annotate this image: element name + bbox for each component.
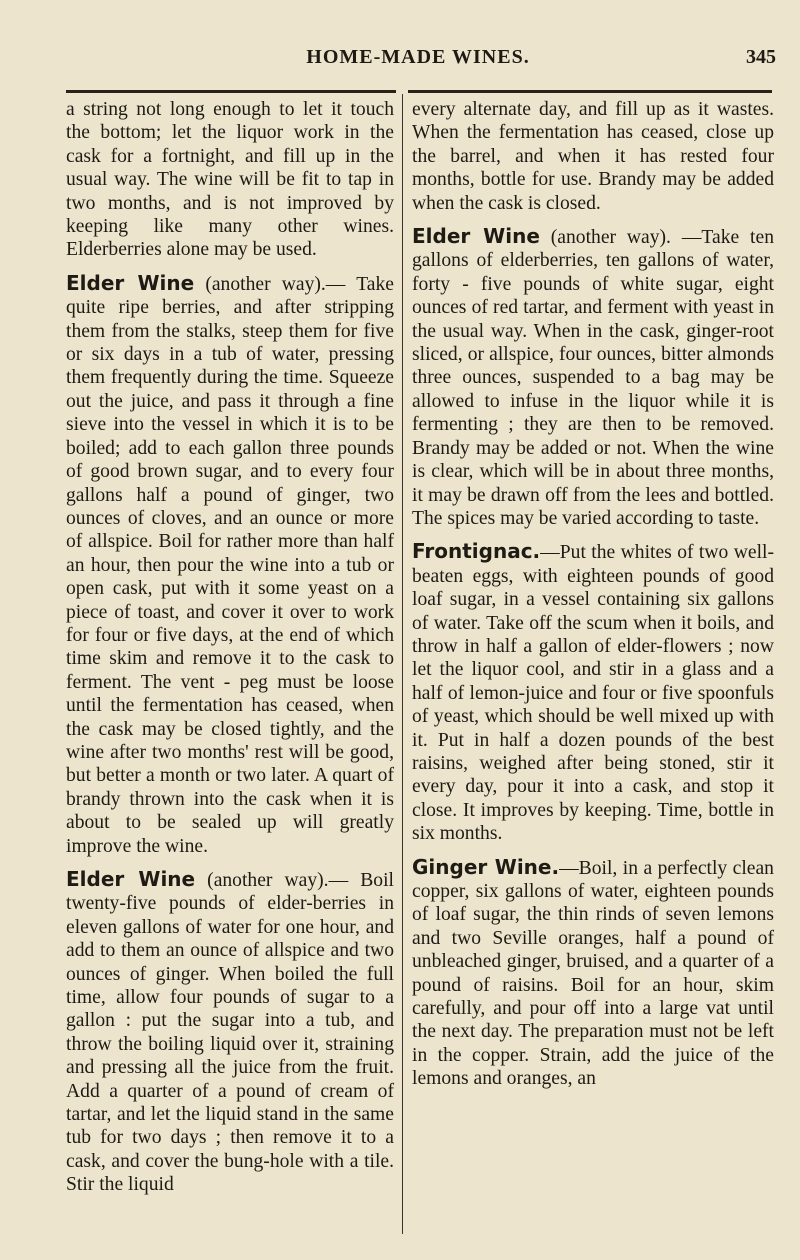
recipe-paragraph bbox=[66, 868, 394, 1197]
recipe-body: Boil twenty-five pounds of elder-berries in eleven gallons of water for one hour, and add to them an ounce of allspice and two ounces of ginger. When boiled the full time, allow four pounds of sugar to a gallon : put the sugar into a tub, and throw the boiling liquid over it, straining and pressing all the juice from the fruit. Add a quarter of a pound of cream of tartar, and let the liquid stand in the same tub for two days ; then remove it to a cask, and cover the bung-hole with a tile. Stir the liquid bbox=[66, 870, 394, 1196]
left-column bbox=[66, 98, 394, 1207]
recipe-subtitle: (another way).— bbox=[195, 870, 349, 891]
recipe-paragraph bbox=[66, 272, 394, 858]
recipe-subtitle: (another way). bbox=[539, 227, 671, 249]
recipe-title: Ginger Wine. bbox=[412, 854, 560, 879]
recipe-body: —Put the whites of two well-beaten eggs, with eighteen pounds of good loaf sugar, in a vessel containing six gallons of water. Take off the scum when it boils, and throw in half a gallon of elder-flowers ; now let the liquor cool, and stir in a glass and a half of lemon-juice and four or five spoonfuls of yeast, which should be well mixed up with it. Put in half a dozen pounds of the best raisins, weighed after being stoned, stir it every day, pour it into a cask, and stop it close. It improves by keeping. Time, bottle in six months. bbox=[412, 542, 774, 845]
recipe-paragraph bbox=[412, 540, 774, 845]
right-column bbox=[412, 98, 774, 1101]
recipe-title: Elder Wine bbox=[66, 867, 196, 891]
column-divider bbox=[402, 94, 403, 1234]
recipe-body: —Boil, in a perfectly clean copper, six gallons of water, eighteen pounds of loaf sugar, the thin rinds of seven lemons and two Seville oranges, half a pound of unbleached ginger, bruised, and a quarter of a pound of raisins. Boil for an hour, skim carefully, and pour off into a large vat until the next day. The preparation must not be left in the copper. Strain, add the juice of the lemons and oranges, an bbox=[412, 857, 774, 1090]
running-title: HOME-MADE WINES. bbox=[306, 46, 530, 68]
continuation-paragraph: every alternate day, and fill up as it wastes. When the fermentation has ceased, close up the barrel, and when it has rested four months, bottle for use. Brandy may be added when the cask is closed. bbox=[412, 99, 774, 214]
continuation-paragraph: a string not long enough to let it touch the bottom; let the liquor work in the cask for a fortnight, and fill up in the usual way. The wine will be fit to tap in two months, and is not improved by keeping like many other wines. Elderberries alone may be used. bbox=[66, 99, 394, 261]
recipe-paragraph bbox=[412, 225, 774, 530]
recipe-body: —Take ten gallons of elderberries, ten gallons of water, forty - five pounds of white sugar, eight ounces of red tartar, and ferment with yeast in the usual way. When in the cask, ginger-root sliced, or allspice, four ounces, bitter almonds three ounces, suspended to a bag may be allowed to infuse in the liquor while it is fermenting ; they are then to be removed. Brandy may be added or not. When the wine is clear, which will be in about three months, it may be drawn off from the lees and bottled. The spices may be varied according to taste. bbox=[412, 227, 774, 529]
page-number: 345 bbox=[746, 46, 776, 68]
header-rule-left bbox=[66, 90, 396, 93]
recipe-body: Take quite ripe berries, and after stripping them from the stalks, steep them for five or six days in a tub of water, pressing them frequently during the time. Squeeze out the juice, and pass it through a fine sieve into the vessel in which it is to be boiled; add to each gallon three pounds of good brown sugar, and to every four gallons half a pound of ginger, two ounces of cloves, and an ounce or more of allspice. Boil for rather more than half an hour, then pour the wine into a tub or open cask, put with it some yeast on a piece of toast, and cover it over to work for four or five days, at the end of which time skim and remove it to the cask to ferment. The vent - peg must be loose until the fermentation has ceased, when the cask may be closed tightly, and the wine after two months' rest will be good, but better a month or two later. A quart of brandy thrown into the cask when it is about to be sealed up will greatly improve the wine. bbox=[66, 273, 394, 857]
recipe-title: Frontignac. bbox=[412, 539, 541, 564]
header-rule-right bbox=[408, 90, 772, 93]
recipe-paragraph bbox=[412, 856, 774, 1091]
recipe-subtitle: (another way).— bbox=[194, 273, 346, 295]
recipe-title: Elder Wine bbox=[66, 270, 195, 295]
page-header bbox=[60, 46, 776, 76]
recipe-title: Elder Wine bbox=[412, 224, 540, 249]
